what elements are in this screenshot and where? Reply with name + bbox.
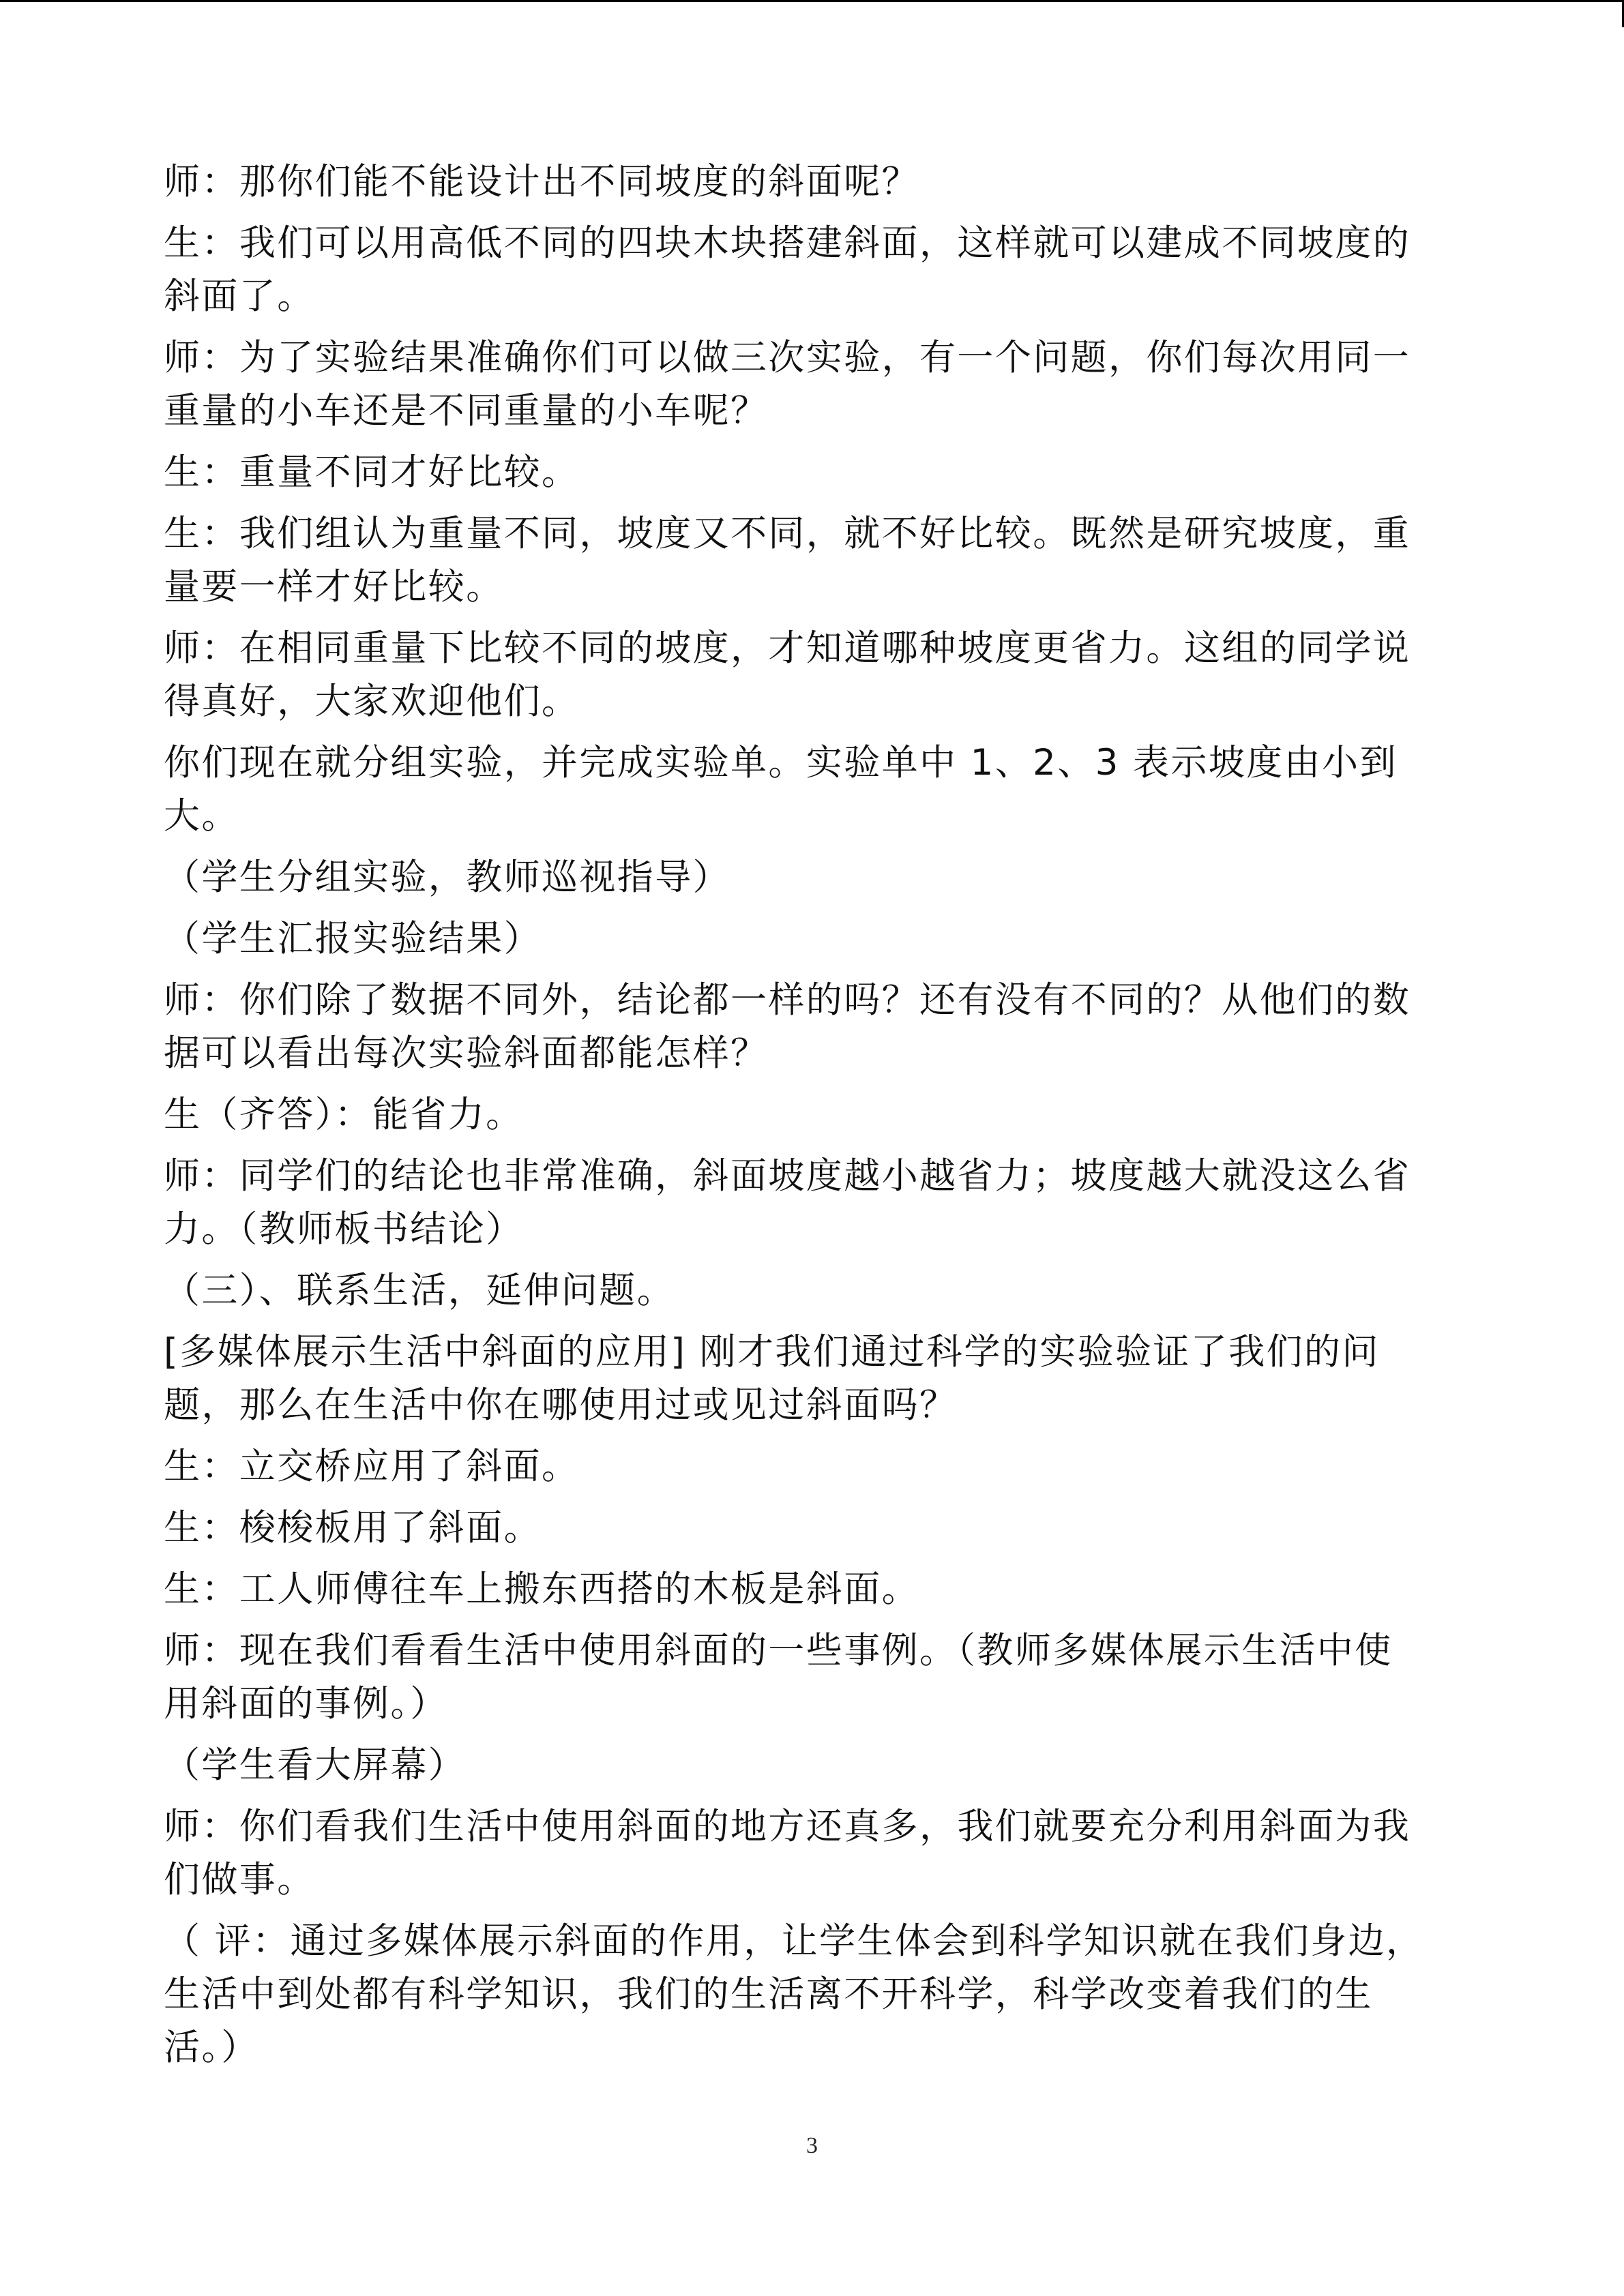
paragraph-teacher-examples: 师：现在我们看看生活中使用斜面的一些事例。（教师多媒体展示生活中使用斜面的事例。） [164,1630,1393,1725]
paragraph-student-build-slopes: 生：我们可以用高低不同的四块木块搭建斜面，这样就可以建成不同坡度的斜面了。 [164,222,1411,317]
page-top-border [0,0,1624,2]
paragraph-teacher-three-trials: 师：为了实验结果准确你们可以做三次实验，有一个问题，你们每次用同一重量的小车还是不同重量的小车呢？ [164,337,1411,432]
paragraph-teacher-use-slopes: 师：你们看我们生活中使用斜面的地方还真多，我们就要充分利用斜面为我们做事。 [164,1806,1411,1900]
document-body [164,155,1424,2083]
paragraph-stage-direction-screen: （学生看大屏幕） [164,1744,467,1786]
page-number: 3 [806,2133,818,2158]
paragraph-student-worker-plank: 生：工人师傅往车上搬东西搭的木板是斜面。 [164,1568,919,1610]
paragraph-stage-direction-report: （学生汇报实验结果） [164,918,542,959]
paragraph-group-experiment-instructions: 你们现在就分组实验，并完成实验单。实验单中 1、2、3 表示坡度由小到大。 [164,742,1398,837]
paragraph-teacher-praise: 师：在相同重量下比较不同的坡度，才知道哪种坡度更省力。这组的同学说得真好，大家欢迎他们。 [164,627,1411,722]
paragraph-multimedia-question: [多媒体展示生活中斜面的应用] 刚才我们通过科学的实验验证了我们的问题，那么在生活中你在哪使用过或见过斜面吗？ [164,1331,1380,1426]
paragraph-stage-direction-experiment: （学生分组实验，教师巡视指导） [164,856,730,898]
paragraph-student-slide: 生：梭梭板用了斜面。 [164,1507,542,1549]
paragraph-commentary: （ 评：通过多媒体展示斜面的作用，让学生体会到科学知识就在我们身边，生活中到处都有科学知识，我们的生活离不开科学，科学改变着我们的生活。） [164,1920,1424,2068]
paragraph-student-chorus-answer: 生（齐答）：能省力。 [164,1094,524,1135]
paragraph-student-overpass: 生：立交桥应用了斜面。 [164,1446,580,1487]
paragraph-teacher-conclusion: 师：同学们的结论也非常准确，斜面坡度越小越省力；坡度越大就没这么省力。（教师板书结论） [164,1155,1411,1250]
paragraph-teacher-question-slopes: 师：那你们能不能设计出不同坡度的斜面呢？ [164,161,919,203]
paragraph-teacher-conclusion-question: 师：你们除了数据不同外，结论都一样的吗？还有没有不同的？从他们的数据可以看出每次实验斜面都能怎样？ [164,979,1411,1074]
paragraph-student-different-weight: 生：重量不同才好比较。 [164,451,580,493]
paragraph-student-same-weight: 生：我们组认为重量不同，坡度又不同，就不好比较。既然是研究坡度，重量要一样才好比较。 [164,513,1411,608]
section-heading-life-connection: （三）、联系生活，延伸问题。 [164,1270,675,1311]
